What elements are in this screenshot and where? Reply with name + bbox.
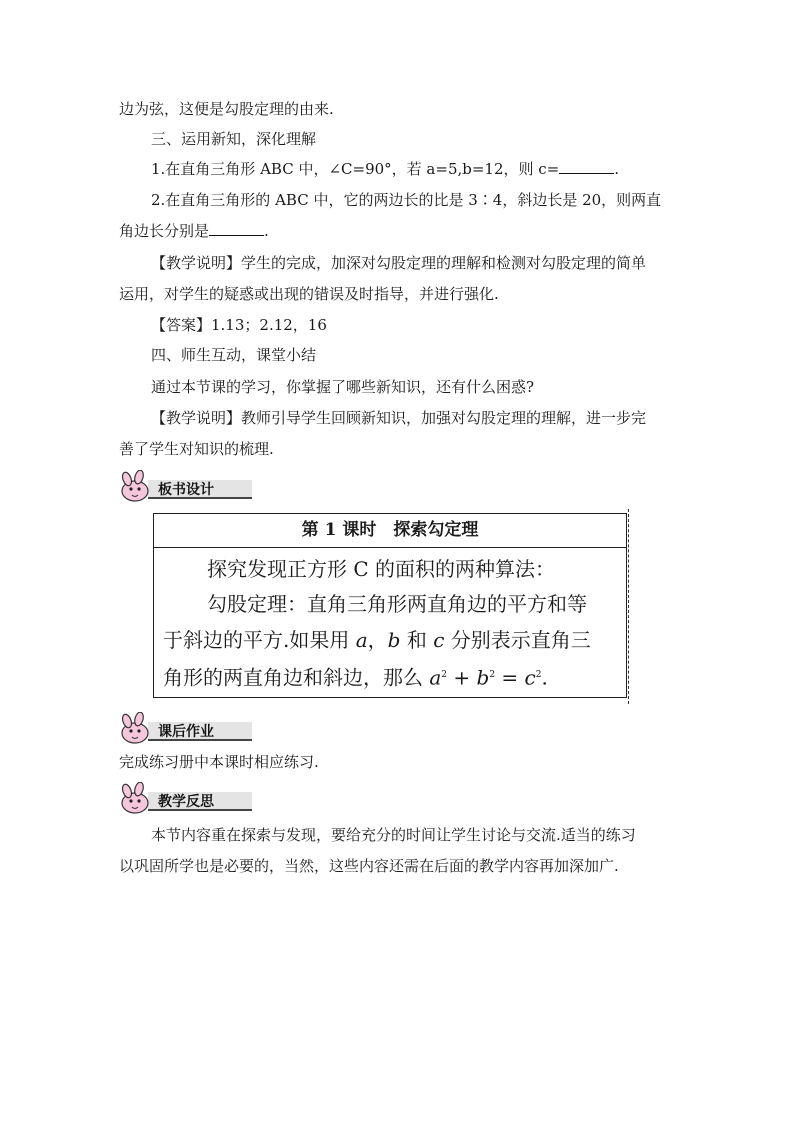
answer-key: 【答案】1.13；2.12，16 — [151, 316, 327, 334]
homework-text: 完成练习册中本课时相应练习. — [119, 753, 319, 771]
section-header-reflection — [118, 786, 248, 814]
cartoon-mascot-icon — [118, 470, 154, 504]
exercise-2: 2.在直角三角形的 ABC 中，它的两边长的比是 3∶4，斜边长是 20，则两直 — [151, 191, 662, 209]
dashed-border — [628, 509, 629, 704]
teaching-note-2-cont: 善了学生对知识的梳理. — [119, 440, 274, 458]
section-header-homework — [118, 716, 248, 744]
subheading-apply: 三、运用新知，深化理解 — [151, 130, 317, 148]
exercise-2-cont: 角边长分别是 . — [119, 222, 269, 240]
cartoon-mascot-icon — [118, 712, 154, 746]
text-line: 边为弦，这便是勾股定理的由来. — [119, 100, 334, 118]
board-title: 第 1 课时 探索勾定理 — [154, 514, 626, 548]
exercise-1: 1.在直角三角形 ABC 中，∠C=90°，若 a=5,b=12，则 c= . — [151, 160, 620, 178]
section-title: 课后作业 — [158, 724, 214, 740]
teaching-note-1: 【教学说明】学生的完成，加深对勾股定理的理解和检测对勾股定理的简单 — [151, 254, 647, 272]
board-line-2: 勾股定理：直角三角形两直角边的平方和等 — [207, 592, 587, 616]
section-title: 板书设计 — [158, 482, 214, 498]
reflection-line-1: 本节内容重在探索与发现，要给充分的时间让学生讨论与交流.适当的练习 — [151, 826, 636, 844]
teaching-note-1-cont: 运用，对学生的疑惑或出现的错误及时指导，并进行强化. — [119, 285, 499, 303]
section-title: 教学反思 — [158, 794, 214, 810]
cartoon-mascot-icon — [118, 782, 154, 816]
teaching-note-2: 【教学说明】教师引导学生回顾新知识，加强对勾股定理的理解，进一步完 — [151, 409, 647, 427]
summary-question: 通过本节课的学习，你掌握了哪些新知识，还有什么困惑? — [151, 378, 535, 396]
answer-blank — [559, 159, 614, 174]
board-line-3: 于斜边的平方.如果用 a，b 和 c 分别表示直角三 — [163, 628, 591, 652]
reflection-line-2: 以巩固所学也是必要的，当然，这些内容还需在后面的教学内容再加深加广. — [119, 857, 619, 875]
answer-blank — [209, 221, 264, 236]
subheading-summary: 四、师生互动，课堂小结 — [151, 346, 317, 364]
board-line-4-formula: 角形的两直角边和斜边，那么 $a^2 + b^2 = c^2$. — [163, 665, 548, 690]
board-line-1: 探究发现正方形 C 的面积的两种算法： — [207, 557, 556, 581]
section-header-board-design — [118, 474, 248, 502]
